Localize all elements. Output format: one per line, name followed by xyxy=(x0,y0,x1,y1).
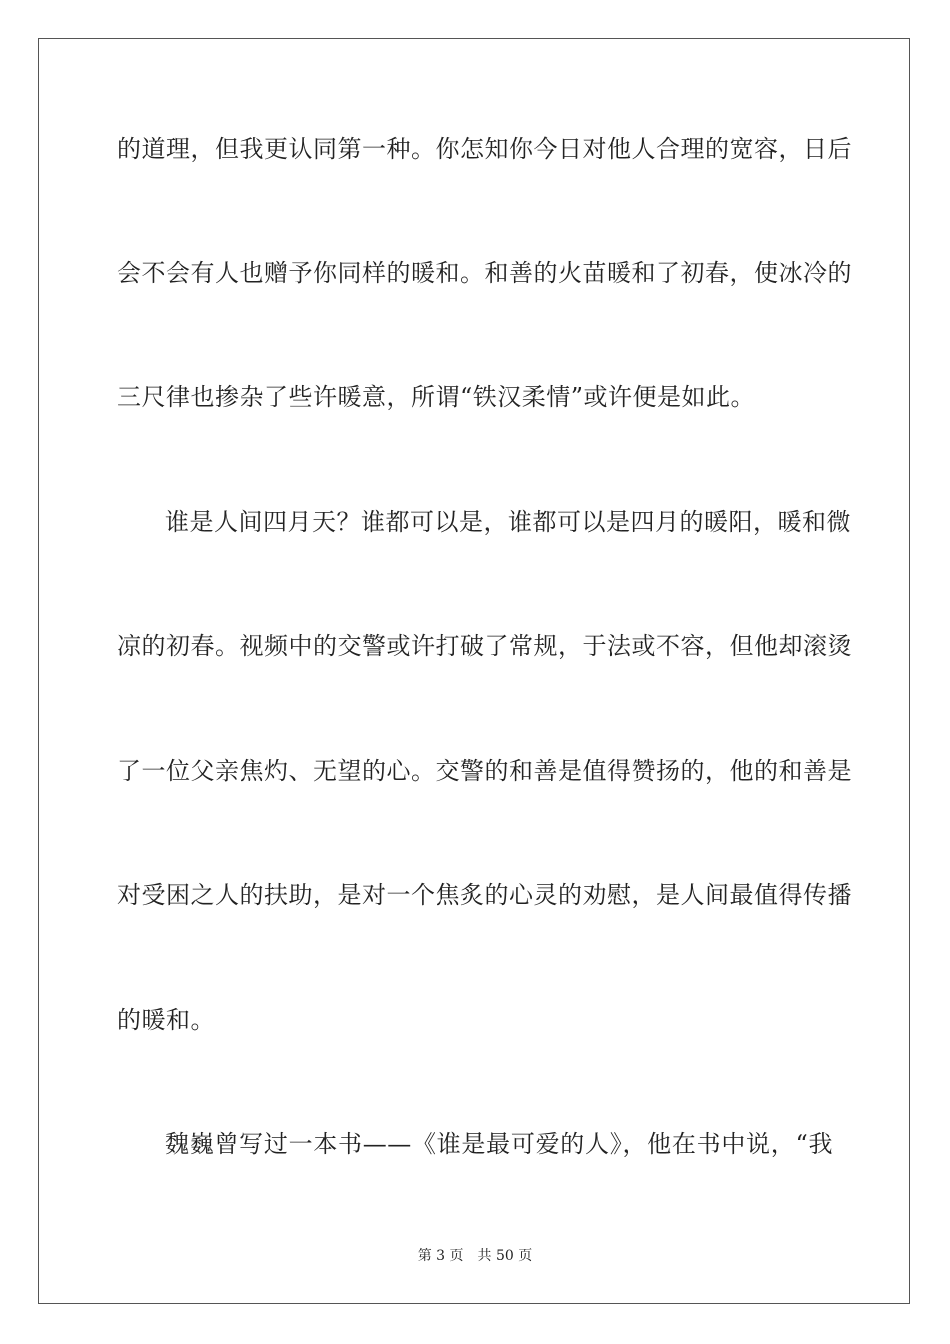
body-line-9: 魏巍曾写过一本书——《谁是最可爱的人》，他在书中说，“我 xyxy=(165,1130,833,1158)
body-line-4: 谁是人间四月天？谁都可以是，谁都可以是四月的暖阳，暖和微 xyxy=(165,508,851,536)
body-line-2: 会不会有人也赠予你同样的暖和。和善的火苗暖和了初春，使冰冷的 xyxy=(117,259,852,287)
body-line-5: 凉的初春。视频中的交警或许打破了常规，于法或不容，但他却滚烫 xyxy=(117,632,852,660)
body-line-6: 了一位父亲焦灼、无望的心。交警的和善是值得赞扬的，他的和善是 xyxy=(117,757,852,785)
body-line-8: 的暖和。 xyxy=(117,1006,215,1034)
page-total: 共 50 页 xyxy=(477,1248,533,1264)
page-number: 第 3 页 xyxy=(417,1248,464,1264)
page-border xyxy=(38,38,910,1304)
body-line-3: 三尺律也掺杂了些许暖意，所谓“铁汉柔情”或许便是如此。 xyxy=(117,383,756,411)
body-line-1: 的道理，但我更认同第一种。你怎知你今日对他人合理的宽容，日后 xyxy=(117,135,852,163)
page-footer xyxy=(0,1247,950,1265)
body-line-7: 对受困之人的扶助，是对一个焦炙的心灵的劝慰，是人间最值得传播 xyxy=(117,881,852,909)
